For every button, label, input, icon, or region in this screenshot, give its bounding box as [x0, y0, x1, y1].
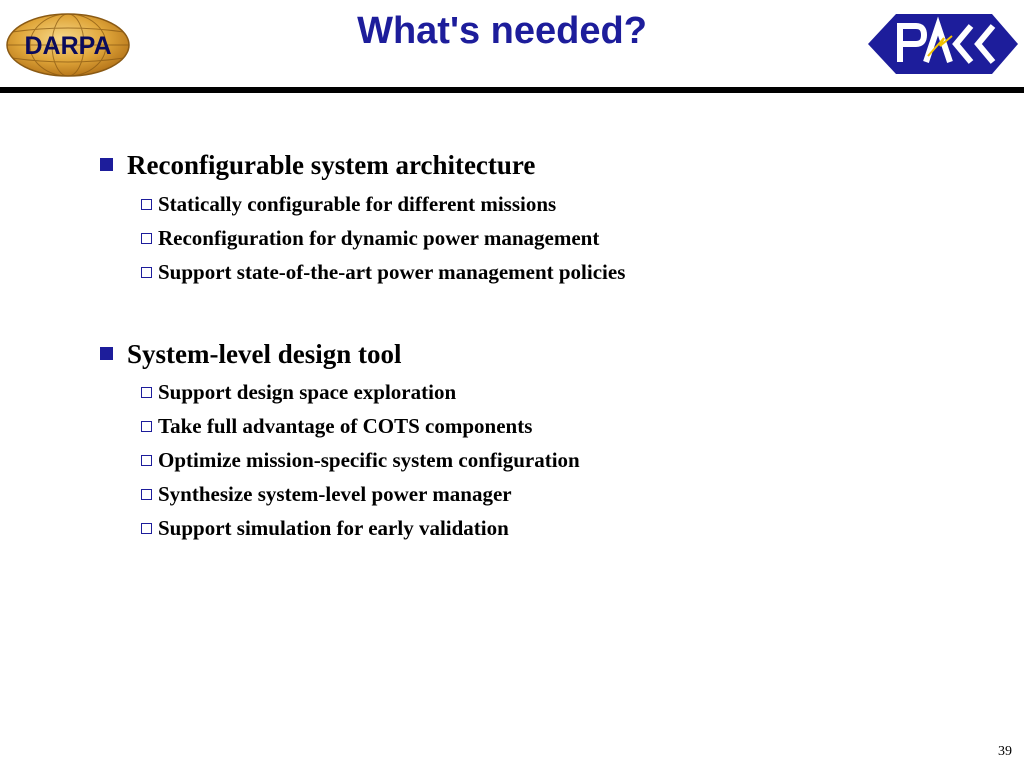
- sub-bullet-text: Optimize mission-specific system configuration: [158, 448, 580, 472]
- sub-bullet-text: Support state-of-the-art power management policies: [158, 260, 626, 284]
- sub-bullet-item: [141, 225, 599, 251]
- bullet-text: System-level design tool: [127, 339, 402, 369]
- sub-bullet-item: [141, 447, 580, 473]
- bullet-item: [100, 338, 401, 370]
- sub-bullet-text: Statically configurable for different missions: [158, 192, 557, 216]
- hollow-square-bullet-icon: [141, 489, 152, 500]
- hollow-square-bullet-icon: [141, 267, 152, 278]
- bullet-item: [100, 149, 535, 181]
- sub-bullet-item: [141, 481, 512, 507]
- sub-bullet-text: Reconfiguration for dynamic power management: [158, 226, 600, 250]
- sub-bullet-item: [141, 515, 509, 541]
- bullet-text: Reconfigurable system architecture: [127, 150, 536, 180]
- page-number: 39: [998, 744, 1012, 759]
- sub-bullet-item: [141, 191, 556, 217]
- hollow-square-bullet-icon: [141, 387, 152, 398]
- hollow-square-bullet-icon: [141, 523, 152, 534]
- filled-square-bullet-icon: [100, 158, 113, 171]
- darpa-logo-text: DARPA: [24, 32, 112, 60]
- hollow-square-bullet-icon: [141, 233, 152, 244]
- filled-square-bullet-icon: [100, 347, 113, 360]
- hollow-square-bullet-icon: [141, 199, 152, 210]
- hollow-square-bullet-icon: [141, 455, 152, 466]
- sub-bullet-item: [141, 379, 456, 405]
- slide-title: What's needed?: [357, 10, 647, 52]
- sub-bullet-text: Support simulation for early validation: [158, 516, 509, 540]
- sub-bullet-text: Synthesize system-level power manager: [158, 482, 512, 506]
- sub-bullet-text: Support design space exploration: [158, 380, 457, 404]
- sub-bullet-item: [141, 259, 625, 285]
- hollow-square-bullet-icon: [141, 421, 152, 432]
- sub-bullet-text: Take full advantage of COTS components: [158, 414, 533, 438]
- sub-bullet-item: [141, 413, 532, 439]
